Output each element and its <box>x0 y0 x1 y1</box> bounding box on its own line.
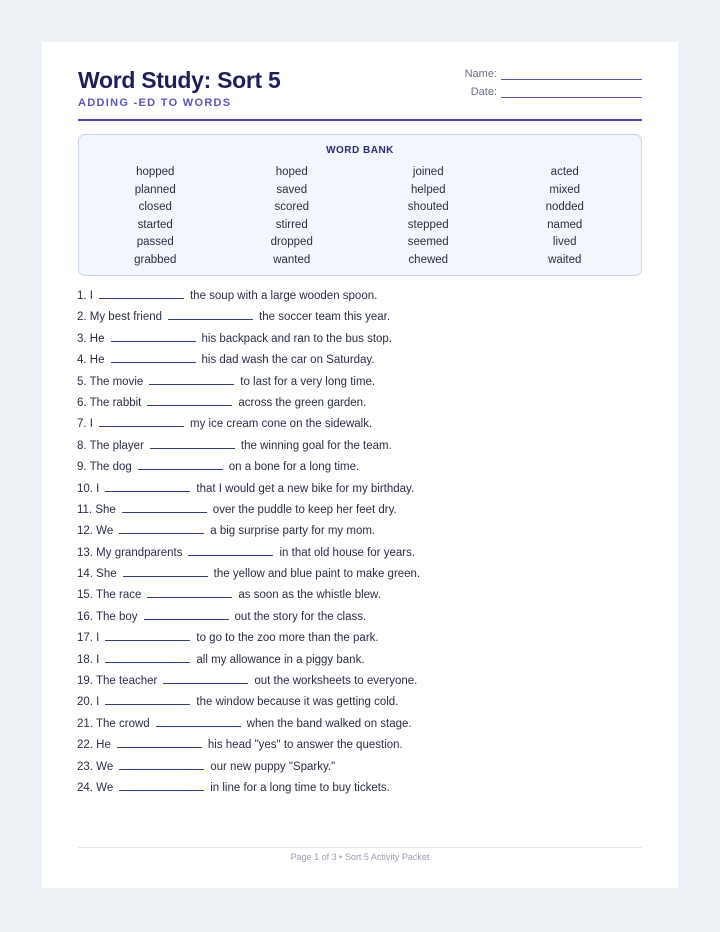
answer-blank[interactable] <box>138 459 223 470</box>
word-bank-title: WORD BANK <box>326 145 394 156</box>
answer-blank[interactable] <box>144 609 229 620</box>
sentence-item <box>77 650 637 671</box>
sentence-item <box>77 521 637 542</box>
sentence-item <box>77 500 637 521</box>
word-bank-word: waited <box>548 253 582 266</box>
sentence-start: 3. He <box>77 332 105 345</box>
word-bank-word: joined <box>412 166 444 178</box>
sentence-item <box>77 692 637 713</box>
sentence-end: his backpack and ran to the bus stop. <box>201 332 393 345</box>
sentence-item <box>77 714 637 735</box>
word-bank-word: lived <box>552 236 577 249</box>
sentence-end: out the worksheets to everyone. <box>254 675 418 688</box>
word-bank-word: hoped <box>275 166 308 178</box>
sentence-item <box>77 585 637 606</box>
answer-blank[interactable] <box>163 673 248 684</box>
sentence-end: a big surprise party for my mom. <box>210 525 376 538</box>
sentence-item <box>77 543 637 564</box>
sentence-item <box>77 735 637 756</box>
sentence-start: 1. I <box>77 290 93 302</box>
answer-blank[interactable] <box>147 587 232 598</box>
answer-blank[interactable] <box>105 652 190 663</box>
word-bank-word: seemed <box>407 236 449 249</box>
answer-blank[interactable] <box>119 780 204 791</box>
word-bank-word: grabbed <box>134 253 177 266</box>
word-bank-word: planned <box>134 183 176 196</box>
sentence-end: as soon as the whistle blew. <box>238 589 381 602</box>
sentence-end: his head "yes" to answer the question. <box>207 739 403 752</box>
word-bank <box>78 134 642 276</box>
sentence-start: 10. I <box>77 482 100 495</box>
answer-blank[interactable] <box>105 481 190 492</box>
answer-blank[interactable] <box>123 566 208 577</box>
sentence-item <box>77 286 637 307</box>
answer-blank[interactable] <box>105 630 190 641</box>
answer-blank[interactable] <box>188 545 273 556</box>
sentence-item <box>77 479 637 500</box>
sentence-item <box>77 607 637 628</box>
sentence-end: that I would get a new bike for my birthday. <box>196 482 415 495</box>
footer-divider <box>78 847 642 848</box>
answer-blank[interactable] <box>105 694 190 705</box>
answer-blank[interactable] <box>119 523 204 534</box>
sentence-end: when the band walked on stage. <box>246 717 412 730</box>
sentence-start: 13. My grandparents <box>77 546 183 559</box>
word-bank-word: wanted <box>273 253 311 266</box>
answer-blank[interactable] <box>99 288 184 299</box>
sentence-item <box>77 372 637 393</box>
header-divider <box>78 119 642 121</box>
sentence-start: 4. He <box>77 354 105 367</box>
sentence-start: 9. The dog <box>77 461 132 474</box>
sentence-end: in line for a long time to buy tickets. <box>210 781 390 794</box>
sentence-item <box>77 564 637 585</box>
sentence-end: to last for a very long time. <box>240 375 376 388</box>
answer-blank[interactable] <box>149 374 234 385</box>
date-row <box>471 86 642 98</box>
sentence-item <box>77 414 637 435</box>
sentence-item <box>77 457 637 478</box>
sentence-item <box>77 307 637 328</box>
worksheet-page <box>42 42 678 888</box>
sentence-end: in that old house for years. <box>279 546 416 559</box>
word-bank-word: named <box>547 218 583 231</box>
sentence-item <box>77 436 637 457</box>
answer-blank[interactable] <box>147 395 232 406</box>
sentence-end: his dad wash the car on Saturday. <box>201 354 375 367</box>
word-bank-word: passed <box>136 236 174 249</box>
answer-blank[interactable] <box>122 502 207 513</box>
sentence-start: 5. The movie <box>77 375 144 388</box>
sentence-start: 8. The player <box>77 439 144 452</box>
sentence-end: out the story for the class. <box>234 610 367 623</box>
word-bank-word: chewed <box>408 253 449 266</box>
sentence-item <box>77 757 637 778</box>
word-bank-word: shouted <box>407 201 449 214</box>
word-bank-word: closed <box>138 201 172 214</box>
name-field[interactable] <box>501 70 642 80</box>
sentence-end: the soccer team this year. <box>259 311 391 324</box>
answer-blank[interactable] <box>168 309 253 320</box>
sentence-end: all my allowance in a piggy bank. <box>196 653 365 666</box>
word-bank-word: stirred <box>275 218 308 231</box>
sentence-end: the yellow and blue paint to make green. <box>213 568 421 581</box>
sentence-list <box>77 286 637 799</box>
answer-blank[interactable] <box>117 737 202 748</box>
sentence-start: 23. We <box>77 760 114 773</box>
sentence-end: over the puddle to keep her feet dry. <box>212 503 397 516</box>
word-bank-word: acted <box>550 166 579 178</box>
answer-blank[interactable] <box>119 759 204 770</box>
sentence-start: 2. My best friend <box>77 311 163 324</box>
date-label: Date: <box>470 86 497 98</box>
word-bank-word: scored <box>274 201 310 214</box>
sentence-item <box>77 671 637 692</box>
word-bank-word: mixed <box>549 183 581 196</box>
date-field[interactable] <box>501 88 642 98</box>
word-bank-word: saved <box>276 183 308 196</box>
sentence-end: the winning goal for the team. <box>240 439 392 452</box>
sentence-start: 15. The race <box>77 589 142 602</box>
word-bank-word: hopped <box>136 166 175 178</box>
sentence-start: 19. The teacher <box>77 675 158 688</box>
sentence-start: 6. The rabbit <box>77 396 142 409</box>
word-bank-word: dropped <box>270 236 313 249</box>
sentence-end: across the green garden. <box>238 396 367 409</box>
sentence-item <box>77 393 637 414</box>
sentence-item <box>77 329 637 350</box>
sentence-end: the window because it was getting cold. <box>196 696 399 709</box>
sentence-end: the soup with a large wooden spoon. <box>189 290 378 302</box>
word-bank-word: nodded <box>545 201 584 214</box>
answer-blank[interactable] <box>111 352 196 363</box>
sentence-start: 7. I <box>77 418 93 431</box>
sentence-end: to go to the zoo more than the park. <box>196 632 379 645</box>
word-bank-word: stepped <box>407 218 449 231</box>
answer-blank[interactable] <box>150 438 235 449</box>
word-bank-word: started <box>137 218 173 231</box>
sentence-item <box>77 778 637 799</box>
answer-blank[interactable] <box>111 331 196 342</box>
sentence-start: 24. We <box>77 781 114 794</box>
sentence-start: 17. I <box>77 632 100 645</box>
sentence-end: on a bone for a long time. <box>228 461 360 474</box>
sentence-start: 12. We <box>77 525 114 538</box>
sentence-start: 20. I <box>77 696 100 709</box>
answer-blank[interactable] <box>156 716 241 727</box>
sentence-start: 11. She <box>77 503 116 516</box>
sentence-start: 16. The boy <box>77 610 138 623</box>
sentence-end: our new puppy "Sparky." <box>210 760 336 773</box>
page-title: Word Study: Sort 5 <box>78 67 281 93</box>
sentence-start: 22. He <box>77 739 111 752</box>
sentence-item <box>77 350 637 371</box>
page-footer: Page 1 of 3 • Sort 5 Activity Packet <box>290 852 430 862</box>
sentence-start: 21. The crowd <box>77 717 150 730</box>
sentence-start: 18. I <box>77 653 100 666</box>
sentence-end: my ice cream cone on the sidewalk. <box>189 418 373 431</box>
name-row <box>465 68 642 80</box>
answer-blank[interactable] <box>99 416 184 427</box>
word-bank-word: helped <box>410 183 446 196</box>
page-subtitle: ADDING -ED TO WORDS <box>78 97 232 109</box>
word-bank-grid <box>87 164 633 270</box>
sentence-start: 14. She <box>77 568 117 581</box>
sentence-item <box>77 628 637 649</box>
name-label: Name: <box>464 68 497 80</box>
